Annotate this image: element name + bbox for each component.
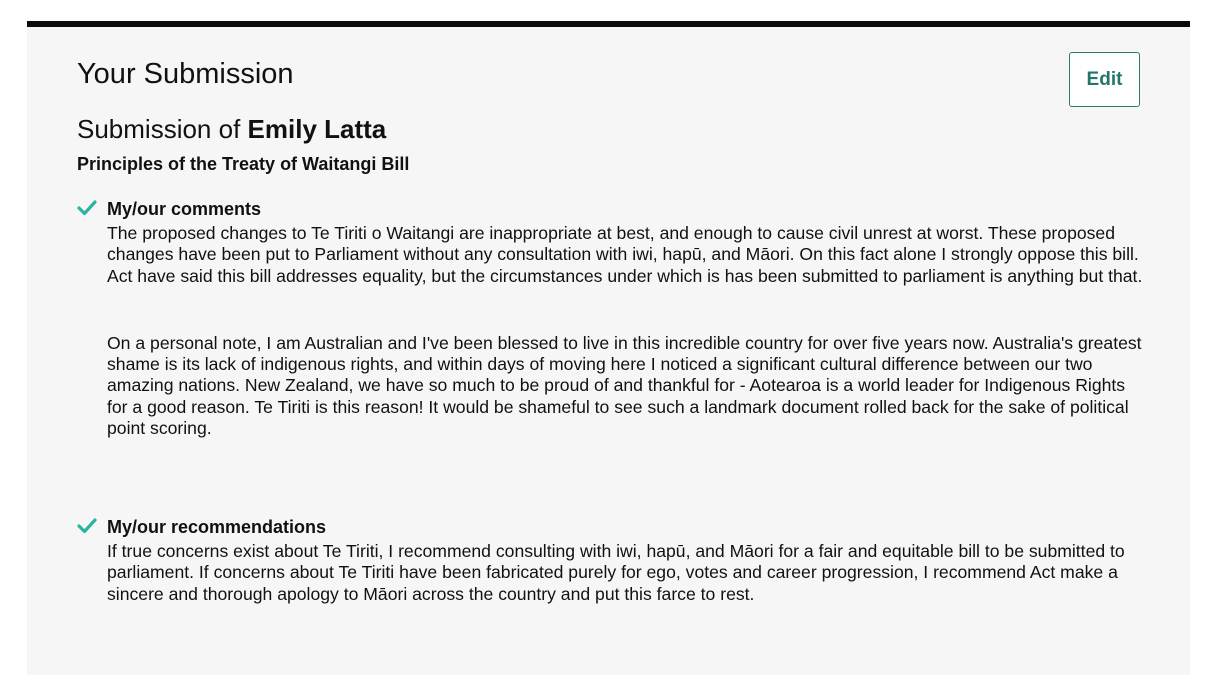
- bill-title: Principles of the Treaty of Waitangi Bill: [77, 154, 410, 174]
- check-icon: [77, 199, 97, 217]
- comments-section: [77, 197, 1147, 439]
- comment-paragraph: On a personal note, I am Australian and I've been blessed to live in this incredible country for over five years now. Australia's greatest shame is its lack of indigenous rights, and within days of moving here I noticed a significant cultural difference between our two amazing nations. New Zealand, we have so much to be proud of and thankful for - Aotearoa is a world leader for Indigenous Rights for a good reason. Te Tiriti is this reason! It would be shameful to see such a landmark document rolled back for the sake of political point scoring.: [107, 332, 1142, 439]
- submission-panel: [27, 21, 1190, 675]
- comments-header: [77, 197, 1147, 223]
- submitter-name: Emily Latta: [247, 114, 387, 144]
- recommendation-paragraph: If true concerns exist about Te Tiriti, I recommend consulting with iwi, hapū, and Māori for a fair and equitable bill to be submitted to parliament. If concerns about Te Tiriti have been fabricated purely for ego, votes and career progression, I recommend Act make a sincere and thorough apology to Māori across the country and put this farce to rest.: [107, 541, 1125, 604]
- submission-prefix: Submission of: [77, 114, 248, 144]
- recommendations-section: [77, 515, 1147, 605]
- recommendations-label: My/our recommendations: [107, 517, 327, 537]
- paragraph-gap: [77, 287, 1147, 333]
- comment-paragraph: The proposed changes to Te Tiriti o Waitangi are inappropriate at best, and enough to cause civil unrest at worst. These proposed changes have been put to Parliament without any consultation with iwi, hapū, and Māori. On this fact alone I strongly oppose this bill. Act have said this bill addresses equality, but the circumstances under which is has been submitted to parliament is anything but that.: [107, 223, 1143, 286]
- recommendations-header: [77, 515, 1147, 541]
- page-title: Your Submission: [77, 58, 294, 90]
- submission-heading: [77, 112, 386, 146]
- comments-label: My/our comments: [107, 199, 262, 219]
- edit-button[interactable]: Edit: [1069, 52, 1140, 107]
- check-icon: [77, 517, 97, 535]
